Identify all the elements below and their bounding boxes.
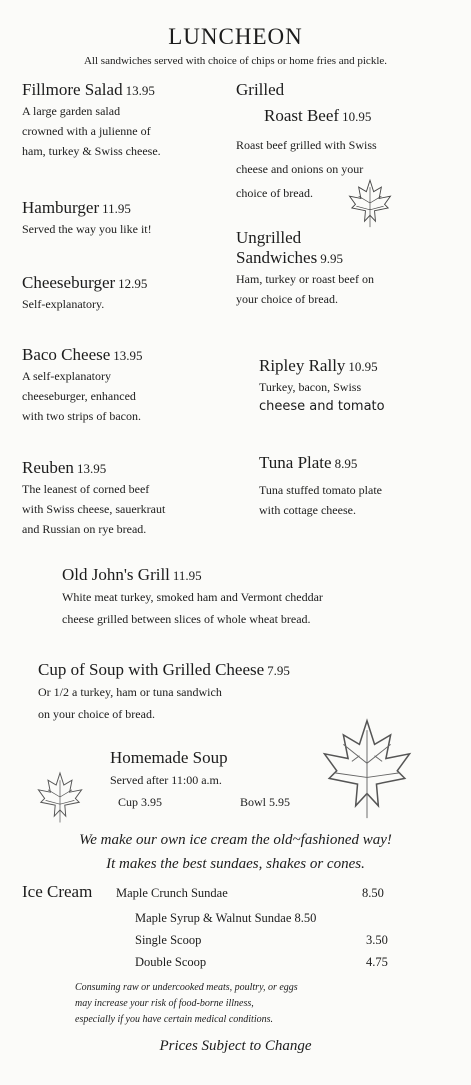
item-name: Fillmore Salad xyxy=(22,80,123,99)
item-desc-line: cheese and tomato xyxy=(259,399,385,414)
item-price: 11.95 xyxy=(102,201,131,216)
item-price: 13.95 xyxy=(76,461,107,476)
item-name: Tuna Plate xyxy=(259,453,332,472)
item-name: Cheeseburger xyxy=(22,273,116,292)
disclaimer xyxy=(75,980,415,1028)
item-grilled-roast-beef xyxy=(236,80,456,205)
item-fillmore-salad xyxy=(22,80,237,161)
item-ungrilled-sandwiches xyxy=(236,228,456,309)
item-name: Reuben xyxy=(22,458,74,477)
item-name-line2: Sandwiches xyxy=(236,248,318,267)
menu-subtitle: All sandwiches served with choice of chips or home fries and pickle. xyxy=(83,55,388,67)
icecream-row-price: 8.50 xyxy=(294,911,317,925)
icecream-label: Ice Cream xyxy=(22,882,93,901)
item-name: Homemade Soup xyxy=(110,748,228,767)
item-desc-line: Turkey, bacon, Swiss xyxy=(259,380,362,394)
soup-cup-price: Cup 3.95 xyxy=(118,795,163,809)
item-price: 13.95 xyxy=(125,83,155,98)
item-ripley-rally xyxy=(259,356,459,417)
item-price: 9.95 xyxy=(320,251,343,266)
item-price: 11.95 xyxy=(172,568,202,583)
item-desc-line: with Swiss cheese, sauerkraut xyxy=(22,502,166,516)
item-desc-line: Served the way you like it! xyxy=(22,222,152,236)
item-name: Baco Cheese xyxy=(22,345,111,364)
item-price: 10.95 xyxy=(348,359,378,374)
maple-leaf-icon xyxy=(347,178,393,228)
icecream-row-name: Maple Syrup & Walnut Sundae xyxy=(135,911,292,925)
icecream-note-line1: We make our own ice cream the old~fashioned way! xyxy=(79,832,392,848)
soup-bowl-price: Bowl 5.95 xyxy=(240,795,291,809)
item-name: Cup of Soup with Grilled Cheese xyxy=(38,660,265,679)
item-price: 12.95 xyxy=(118,276,148,291)
item-tuna-plate xyxy=(259,453,459,520)
item-desc-line: White meat turkey, smoked ham and Vermont cheddar xyxy=(62,590,323,604)
item-cheeseburger xyxy=(22,273,237,314)
item-desc-line: The leanest of corned beef xyxy=(22,482,150,496)
disclaimer-line: may increase your risk of food-borne illness, xyxy=(75,998,254,1009)
item-desc-line: Roast beef grilled with Swiss xyxy=(236,138,377,152)
item-name-line1: Grilled xyxy=(236,80,285,99)
item-price: 8.95 xyxy=(334,456,358,471)
item-desc-line: and Russian on rye bread. xyxy=(22,522,147,536)
item-desc-line: cheese grilled between slices of whole wheat bread. xyxy=(62,612,311,626)
item-price: 13.95 xyxy=(113,348,143,363)
icecream-row-name: Double Scoop xyxy=(135,955,207,969)
footer-prices-note: Prices Subject to Change xyxy=(159,1038,312,1054)
item-old-johns-grill xyxy=(62,565,452,630)
item-desc-line: with cottage cheese. xyxy=(259,503,356,517)
icecream-row-name: Single Scoop xyxy=(135,933,202,947)
item-desc-line: A large garden salad xyxy=(22,104,121,118)
item-price: 7.95 xyxy=(267,663,290,678)
item-homemade-soup xyxy=(110,748,330,790)
item-price: 10.95 xyxy=(342,109,372,124)
item-served-time: Served after 11:00 a.m. xyxy=(110,773,222,787)
item-name-line1: Ungrilled xyxy=(236,228,302,247)
icecream-row-price: 8.50 xyxy=(362,886,384,900)
item-desc-line: ham, turkey & Swiss cheese. xyxy=(22,144,161,158)
item-desc-line: on your choice of bread. xyxy=(38,707,155,721)
item-desc-line: crowned with a julienne of xyxy=(22,124,151,138)
item-name: Old John's Grill xyxy=(62,565,170,584)
maple-leaf-icon xyxy=(318,716,416,820)
maple-leaf-icon xyxy=(36,770,84,824)
item-reuben xyxy=(22,458,237,539)
item-name: Hamburger xyxy=(22,198,100,217)
item-desc-line: choice of bread. xyxy=(236,186,313,200)
item-desc-line: cheese and onions on your xyxy=(236,162,364,176)
item-baco-cheese xyxy=(22,345,237,426)
item-desc-line: with two strips of bacon. xyxy=(22,409,141,423)
item-desc-line: cheeseburger, enhanced xyxy=(22,389,136,403)
item-desc-line: Self-explanatory. xyxy=(22,297,105,311)
menu-title: LUNCHEON xyxy=(168,24,303,49)
icecream-row-price: 4.75 xyxy=(366,955,388,969)
item-desc-line: Or 1/2 a turkey, ham or tuna sandwich xyxy=(38,685,222,699)
icecream-row-price: 3.50 xyxy=(366,933,388,947)
item-desc-line: your choice of bread. xyxy=(236,292,338,306)
icecream-row-name: Maple Crunch Sundae xyxy=(116,886,228,900)
disclaimer-line: Consuming raw or undercooked meats, poultry, or eggs xyxy=(75,982,298,993)
item-hamburger xyxy=(22,198,237,239)
item-name-line2: Roast Beef xyxy=(264,106,340,125)
icecream-note-line2: It makes the best sundaes, shakes or cones. xyxy=(106,856,365,872)
item-desc-line: A self-explanatory xyxy=(22,369,111,383)
disclaimer-line: especially if you have certain medical conditions. xyxy=(75,1014,273,1025)
item-desc-line: Tuna stuffed tomato plate xyxy=(259,483,382,497)
item-desc-line: Ham, turkey or roast beef on xyxy=(236,272,374,286)
item-name: Ripley Rally xyxy=(259,356,346,375)
